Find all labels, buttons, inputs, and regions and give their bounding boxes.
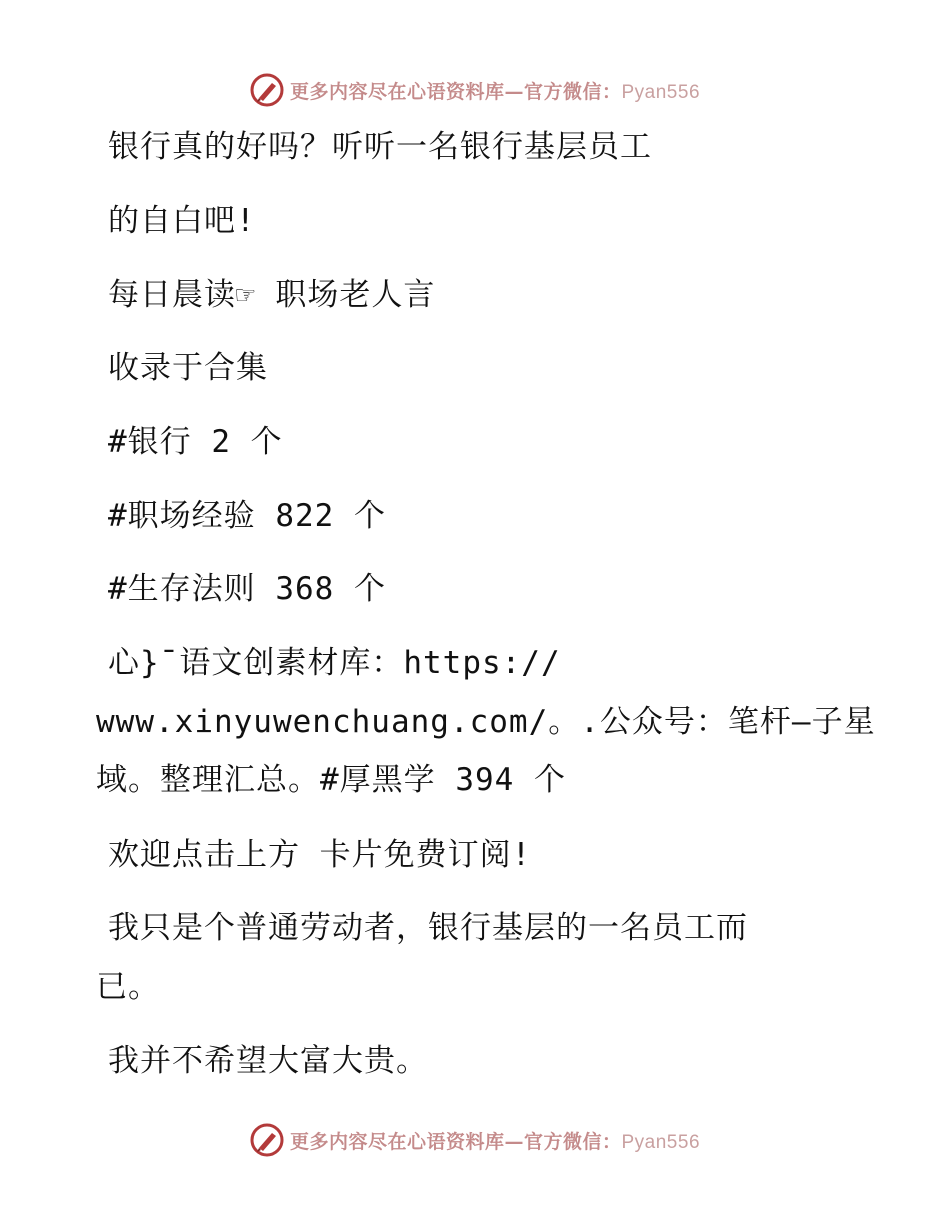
pen-logo-icon [250, 73, 284, 107]
text-line-7: #生存法则 368 个 [108, 571, 386, 607]
text-line-12: 我只是个普通劳动者，银行基层的一名员工而 [108, 910, 748, 946]
text-line-10: 域。整理汇总。#厚黑学 394 个 [96, 762, 566, 798]
text-line-3: 每日晨读☞ 职场老人言 [108, 277, 436, 313]
text-line-1: 银行真的好吗？听听一名银行基层员工 [108, 129, 652, 165]
text-line-4: 收录于合集 [108, 350, 268, 386]
text-line-8: 心}¯语文创素材库：https:// [108, 645, 561, 681]
text-line-5: #银行 2 个 [108, 424, 283, 460]
text-line-11: 欢迎点击上方 卡片免费订阅! [108, 837, 532, 873]
watermark-text: 更多内容尽在心语资料库—官方微信：Pyan556 [289, 80, 701, 103]
text-line-14: 我并不希望大富大贵。 [108, 1043, 428, 1079]
text-line-13: 已。 [96, 969, 160, 1005]
text-line-2: 的自白吧! [108, 203, 256, 239]
text-line-9: www.xinyuwenchuang.com/。.公众号：笔杆—子星 [96, 704, 876, 740]
footer-watermark [0, 1120, 950, 1160]
watermark-text: 更多内容尽在心语资料库—官方微信：Pyan556 [289, 1130, 701, 1153]
pen-logo-icon [250, 1123, 284, 1157]
header-watermark [0, 70, 950, 110]
text-line-6: #职场经验 822 个 [108, 498, 386, 534]
